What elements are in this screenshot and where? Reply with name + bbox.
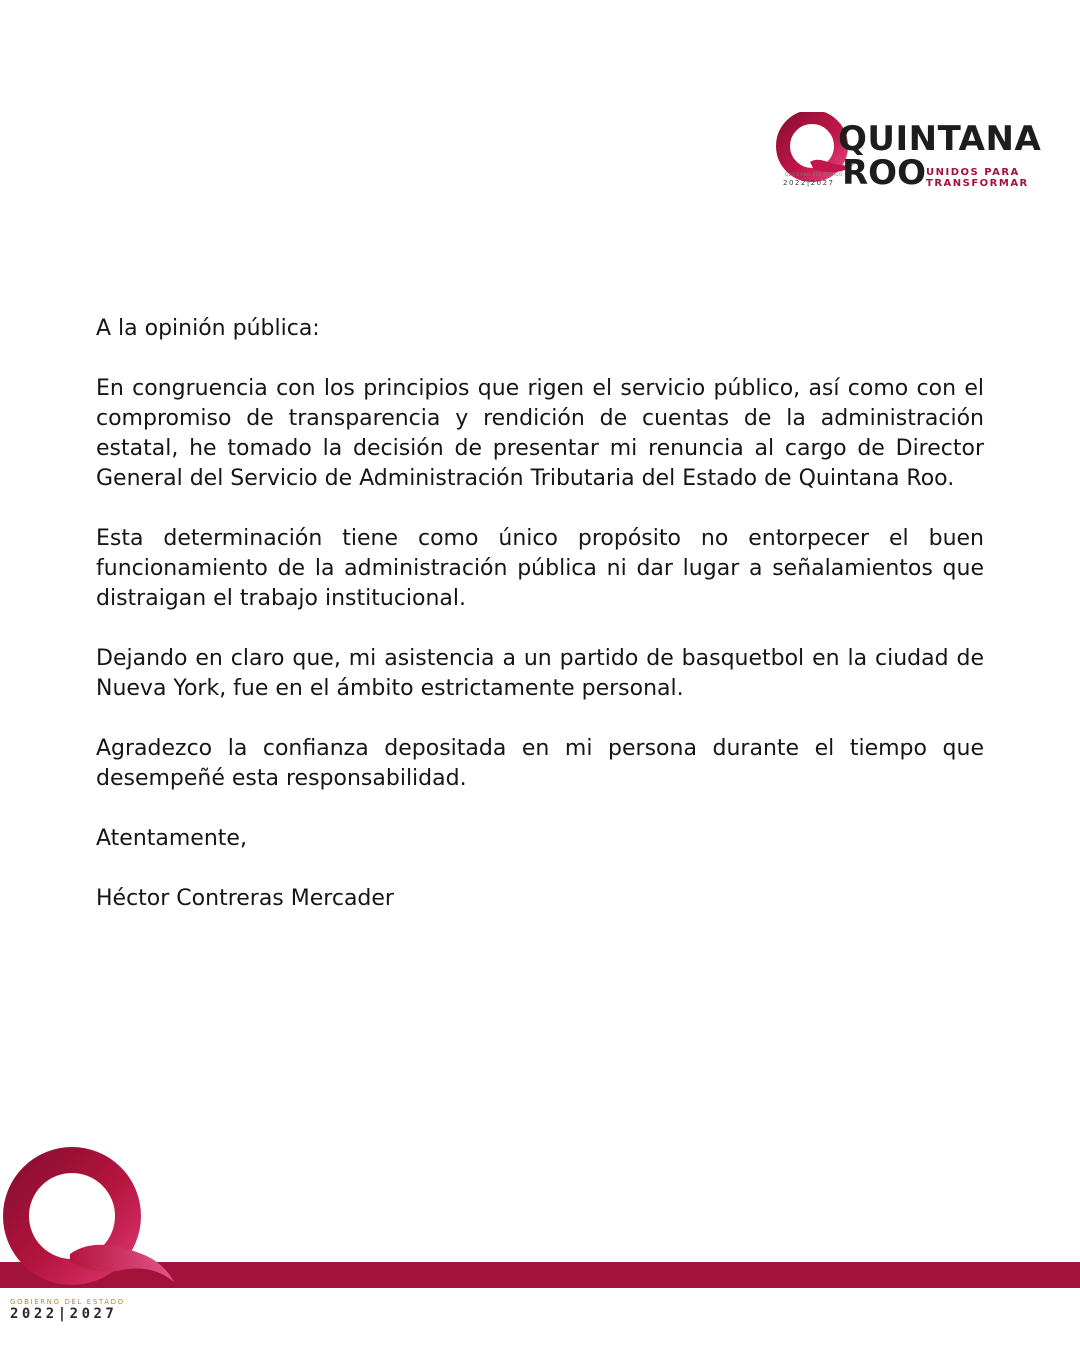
signature: Héctor Contreras Mercader <box>96 886 394 911</box>
footer-years: 2022|2027 <box>10 1306 118 1322</box>
slogan-line-2: TRANSFORMAR <box>926 178 1029 189</box>
slogan-line-1: UNIDOS PARA <box>926 167 1020 178</box>
paragraph-3: Dejando en claro que, mi asistencia a un partido de basquetbol en la ciudad de Nueva York, fue en el ámbito estrictamente personal. <box>96 646 984 701</box>
quintana-roo-logo <box>776 112 1042 196</box>
salutation: A la opinión pública: <box>96 316 320 341</box>
logo-gov-label: GOBIERNO DEL ESTADO <box>785 172 843 177</box>
logo-word-roo: ROO <box>842 153 926 193</box>
footer-gov-label: GOBIERNO DEL ESTADO <box>10 1298 125 1306</box>
footer-q-logo-icon <box>0 1146 182 1296</box>
paragraph-1: En congruencia con los principios que rigen el servicio público, así como con el compromiso de transparencia y rendición de cuentas de la administración estatal, he tomado la decisión de presentar mi renuncia al cargo de Director General del Servicio de Administración Tributaria del Estado de Quintana Roo. <box>96 376 984 491</box>
paragraph-2: Esta determinación tiene como único propósito no entorpecer el buen funcionamiento de la administración pública ni dar lugar a señalamientos que distraigan el trabajo institucional. <box>96 526 984 611</box>
letter-body <box>96 314 984 944</box>
logo-word-quintana: QUINTANA <box>838 119 1042 159</box>
logo-years: 2022|2027 <box>783 179 835 187</box>
logo-slogan <box>926 167 1029 189</box>
closing: Atentamente, <box>96 826 247 851</box>
paragraph-4: Agradezco la confianza depositada en mi persona durante el tiempo que desempeñé esta responsabilidad. <box>96 736 984 791</box>
